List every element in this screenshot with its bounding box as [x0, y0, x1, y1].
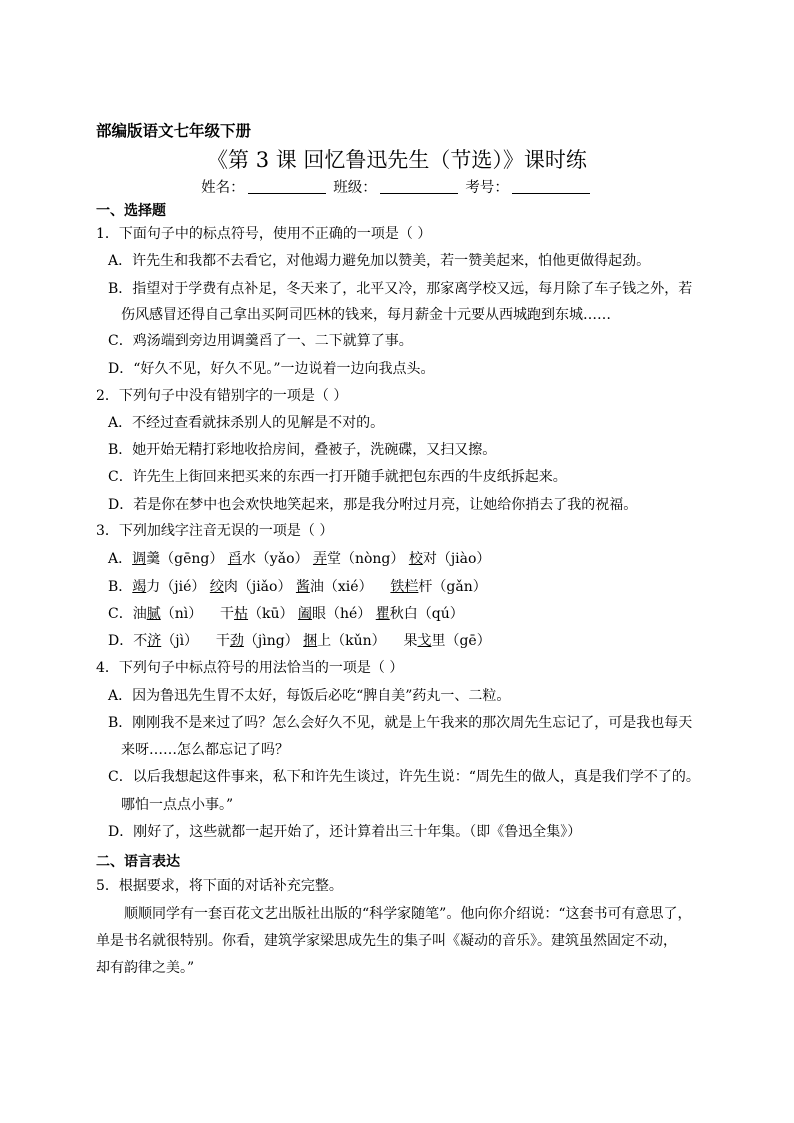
grade-subtitle: 部编版语文七年级下册 — [96, 122, 252, 140]
question-1-option-b: B．指望对于学费有点补足，冬天来了，北平又冷，那家离学校又远，每月除了车子钱之外，若 — [108, 281, 693, 297]
question-1-option-c: C．鸡汤端到旁边用调羹舀了一、二下就算了事。 — [108, 333, 413, 349]
name-blank — [248, 179, 326, 194]
question-3-option-a: A．调羹（gēng） 舀水（yǎo） 弄堂（nòng） 校对（jiào） — [108, 551, 491, 567]
question-4-stem: 4．下列句子中标点符号的用法恰当的一项是（ ） — [96, 660, 404, 676]
question-1-stem: 1．下面句子中的标点符号，使用不正确的一项是（ ） — [96, 226, 432, 242]
question-5-stem: 5．根据要求，将下面的对话补充完整。 — [96, 878, 343, 894]
section-heading-expression: 二、语言表达 — [96, 854, 180, 870]
question-4-option-a: A．因为鲁迅先生胃不太好，每饭后必吃“脾自美”药丸一、二粒。 — [108, 688, 511, 704]
question-2-stem: 2．下列句子中没有错别字的一项是（ ） — [96, 388, 348, 404]
name-label: 姓名： — [201, 180, 245, 196]
question-1-option-a: A．许先生和我都不去看它，对他竭力避免加以赞美，若一赞美起来，怕他更做得起劲。 — [108, 253, 651, 269]
question-4-option-c-cont: 哪怕一点点小事。” — [121, 797, 234, 813]
question-2-option-d: D．若是你在梦中也会欢快地笑起来，那是我分咐过月亮，让她给你捎去了我的祝福。 — [108, 497, 638, 513]
question-4-option-b-cont: 来呀……怎么都忘记了吗？ — [121, 742, 289, 758]
student-info-line — [0, 176, 794, 197]
question-3-option-d: D．不济（jì） 干劲（jìng） 捆上（kǔn） 果戈里（gē） — [108, 633, 491, 649]
question-2-option-c: C．许先生上街回来把买来的东西一打开随手就把包东西的牛皮纸拆起来。 — [108, 469, 567, 485]
exam-no-label: 考号： — [465, 180, 509, 196]
question-5-paragraph-line-3: 却有韵律之美。” — [96, 960, 195, 976]
question-5-paragraph-line-1: 顺顺同学有一套百花文艺出版社出版的“科学家随笔”。他向你介绍说：“这套书可有意思了， — [124, 906, 692, 922]
question-2-option-b: B．她开始无精打彩地收拾房间，叠被子，洗碗碟，又扫又擦。 — [108, 442, 497, 458]
question-1-option-d: D．“好久不见，好久不见。”一边说着一边向我点头。 — [108, 361, 435, 377]
question-4-option-d: D．刚好了，这些就都一起开始了，还计算着出三十年集。（即《鲁迅全集》） — [108, 824, 582, 840]
question-2-option-a: A．不经过查看就抹杀别人的见解是不对的。 — [108, 415, 385, 431]
question-3-option-b: B．竭力（jié） 绞肉（jiǎo） 酱油（xié） 铁栏杆（gǎn） — [108, 579, 487, 595]
question-4-option-c: C．以后我想起这件事来，私下和许先生谈过，许先生说：“周先生的做人，真是我们学不了的。 — [108, 769, 700, 785]
class-blank — [380, 179, 458, 194]
section-heading-choice: 一、选择题 — [96, 203, 166, 219]
question-1-option-b-cont: 伤风感冒还得自己拿出买阿司匹林的钱来，每月薪金十元要从西城跑到东城…… — [121, 307, 611, 323]
question-3-option-c: C．油腻（nì） 干枯（kū） 阖眼（hé） 瞿秋白（qú） — [108, 606, 464, 622]
question-4-option-b: B．刚刚我不是来过了吗？怎么会好久不见，就是上午我来的那次周先生忘记了，可是我也每天 — [108, 715, 693, 731]
page-title: 《第 3 课 回忆鲁迅先生（节选）》课时练 — [207, 148, 587, 172]
question-3-stem: 3．下列加线字注音无误的一项是（ ） — [96, 523, 334, 539]
question-5-paragraph-line-2: 单是书名就很特别。你看，建筑学家梁思成先生的集子叫《凝动的音乐》。建筑虽然固定不动， — [96, 933, 677, 949]
exam-no-blank — [512, 179, 590, 194]
class-label: 班级： — [333, 180, 377, 196]
